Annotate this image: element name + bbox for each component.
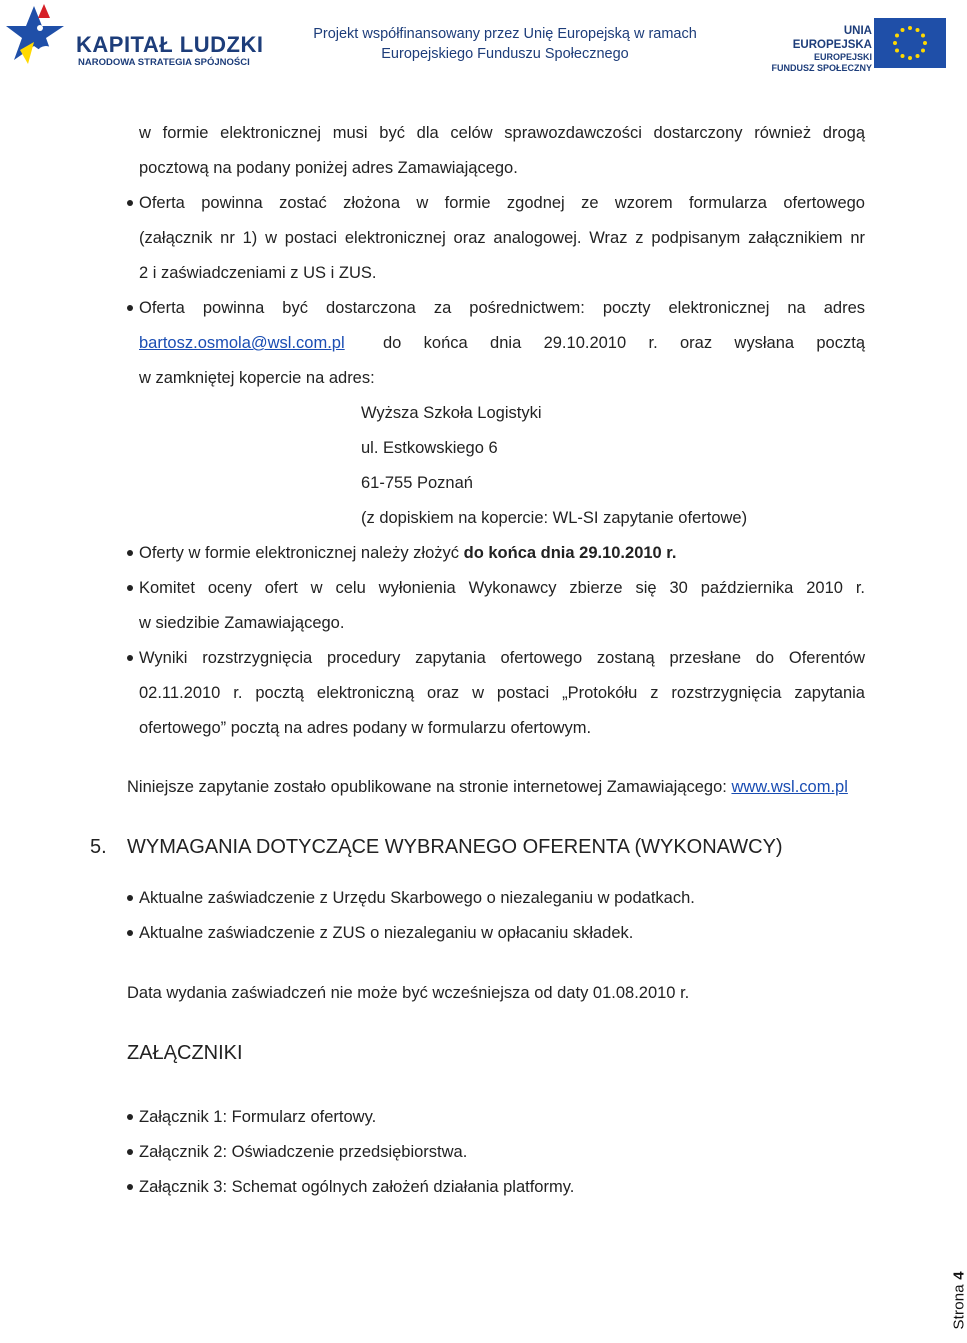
eu-line-3: FUNDUSZ SPOŁECZNY <box>771 63 872 73</box>
attachment-item: Załącznik 1: Formularz ofertowy. <box>139 1108 377 1126</box>
section-title: WYMAGANIA DOTYCZĄCE WYBRANEGO OFERENTA (WYKONAWCY) <box>127 836 783 858</box>
attachment-item: Załącznik 2: Oświadczenie przedsiębiorstwa. <box>139 1143 468 1161</box>
bullet-icon <box>127 550 133 556</box>
attachment-item: Załącznik 3: Schemat ogólnych założeń działania platformy. <box>139 1178 575 1196</box>
list-item: Komitet oceny ofert w celu wyłonienia Wykonawcy zbierze się 30 października 2010 r. <box>139 579 865 597</box>
paragraph-line: pocztową na podany poniżej adres Zamawiającego. <box>139 159 518 177</box>
deadline-bold: do końca dnia 29.10.2010 r. <box>463 544 677 562</box>
project-funding-note <box>290 24 720 64</box>
project-line-2: Europejskiego Funduszu Społecznego <box>381 46 629 62</box>
bullet-icon <box>127 1149 133 1155</box>
list-item-cont: 02.11.2010 r. pocztą elektroniczną oraz w postaci „Protokółu z rozstrzygnięcia zapytania <box>139 684 865 702</box>
eu-line-2: EUROPEJSKI <box>813 52 872 62</box>
section-number: 5. <box>90 836 107 858</box>
logo-subtitle: NARODOWA STRATEGIA SPÓJNOŚCI <box>78 57 250 68</box>
list-item: Aktualne zaświadczenie z Urzędu Skarbowego o niezaleganiu w podatkach. <box>139 889 695 907</box>
list-item-text: Oferty w formie elektronicznej należy złożyć <box>139 544 464 562</box>
bullet-icon <box>127 585 133 591</box>
bullet-icon <box>127 655 133 661</box>
bullet-icon <box>127 1114 133 1120</box>
project-line-1: Projekt współfinansowany przez Unię Europejską w ramach <box>313 26 697 42</box>
kapital-ludzki-star-icon <box>6 4 68 74</box>
list-item: Oferta powinna być dostarczona za pośrednictwem: poczty elektronicznej na adres <box>139 299 865 317</box>
eu-star-icon <box>901 28 905 32</box>
eu-star-icon <box>908 26 912 30</box>
list-item-cont: ofertowego” pocztą na adres podany w formularzu ofertowym. <box>139 719 592 737</box>
section-heading <box>90 836 783 859</box>
list-item-cont <box>139 332 865 354</box>
bullet-icon <box>127 200 133 206</box>
list-item: Aktualne zaświadczenie z ZUS o niezaleganiu w opłacaniu składek. <box>139 924 634 942</box>
website-link[interactable]: www.wsl.com.pl <box>731 778 848 796</box>
bullet-icon <box>127 305 133 311</box>
list-item: Wyniki rozstrzygnięcia procedury zapytania ofertowego zostaną przesłane do Oferentów <box>139 649 865 667</box>
list-item: Oferta powinna zostać złożona w formie zgodnej ze wzorem formularza ofertowego <box>139 194 865 212</box>
eu-star-icon <box>921 34 925 38</box>
kapital-ludzki-logo <box>6 4 264 74</box>
eu-star-icon <box>908 56 912 60</box>
eu-star-icon <box>916 28 920 32</box>
list-item-cont: 2 i zaświadczeniami z US i ZUS. <box>139 264 377 282</box>
email-link[interactable]: bartosz.osmola@wsl.com.pl <box>139 334 345 352</box>
deadline-text: do końca dnia 29.10.2010 r. oraz wysłana pocztą <box>383 334 865 352</box>
page-label: Strona <box>950 1279 967 1330</box>
bullet-icon <box>127 930 133 936</box>
eu-line-1: UNIA EUROPEJSKA <box>792 25 872 51</box>
eu-star-icon <box>921 49 925 53</box>
eu-star-icon <box>916 54 920 58</box>
bullet-icon <box>127 1184 133 1190</box>
address-line: ul. Estkowskiego 6 <box>361 439 498 457</box>
eu-star-icon <box>923 41 927 45</box>
eu-star-icon <box>895 49 899 53</box>
publication-note <box>127 776 848 798</box>
eu-logo <box>762 18 952 73</box>
list-item-cont: (załącznik nr 1) w postaci elektronicznej oraz analogowej. Wraz z podpisanym załącznikiem nr <box>139 229 865 247</box>
list-item-cont: w zamkniętej kopercie na adres: <box>139 369 375 387</box>
page-number-value: 4 <box>950 1271 967 1280</box>
attachments-heading: ZAŁĄCZNIKI <box>127 1042 243 1064</box>
page-header <box>0 0 960 100</box>
address-line: Wyższa Szkoła Logistyki <box>361 404 542 422</box>
publication-text: Niniejsze zapytanie zostało opublikowane na stronie internetowej Zamawiającego: <box>127 778 732 796</box>
eu-star-icon <box>901 54 905 58</box>
logo-title: KAPITAŁ LUDZKI <box>76 32 264 57</box>
eu-star-icon <box>895 34 899 38</box>
list-item <box>139 542 676 564</box>
page-number <box>950 1271 967 1329</box>
bullet-icon <box>127 895 133 901</box>
eu-logo-text <box>762 24 872 74</box>
address-line: 61-755 Poznań <box>361 474 473 492</box>
date-note: Data wydania zaświadczeń nie może być wcześniejsza od daty 01.08.2010 r. <box>127 984 690 1002</box>
eu-star-icon <box>893 41 897 45</box>
eu-flag-icon <box>874 18 946 68</box>
paragraph-line: w formie elektronicznej musi być dla celów sprawozdawczości dostarczony również drogą <box>139 124 865 142</box>
address-line: (z dopiskiem na kopercie: WL-SI zapytanie ofertowe) <box>361 509 748 527</box>
list-item-cont: w siedzibie Zamawiającego. <box>139 614 345 632</box>
